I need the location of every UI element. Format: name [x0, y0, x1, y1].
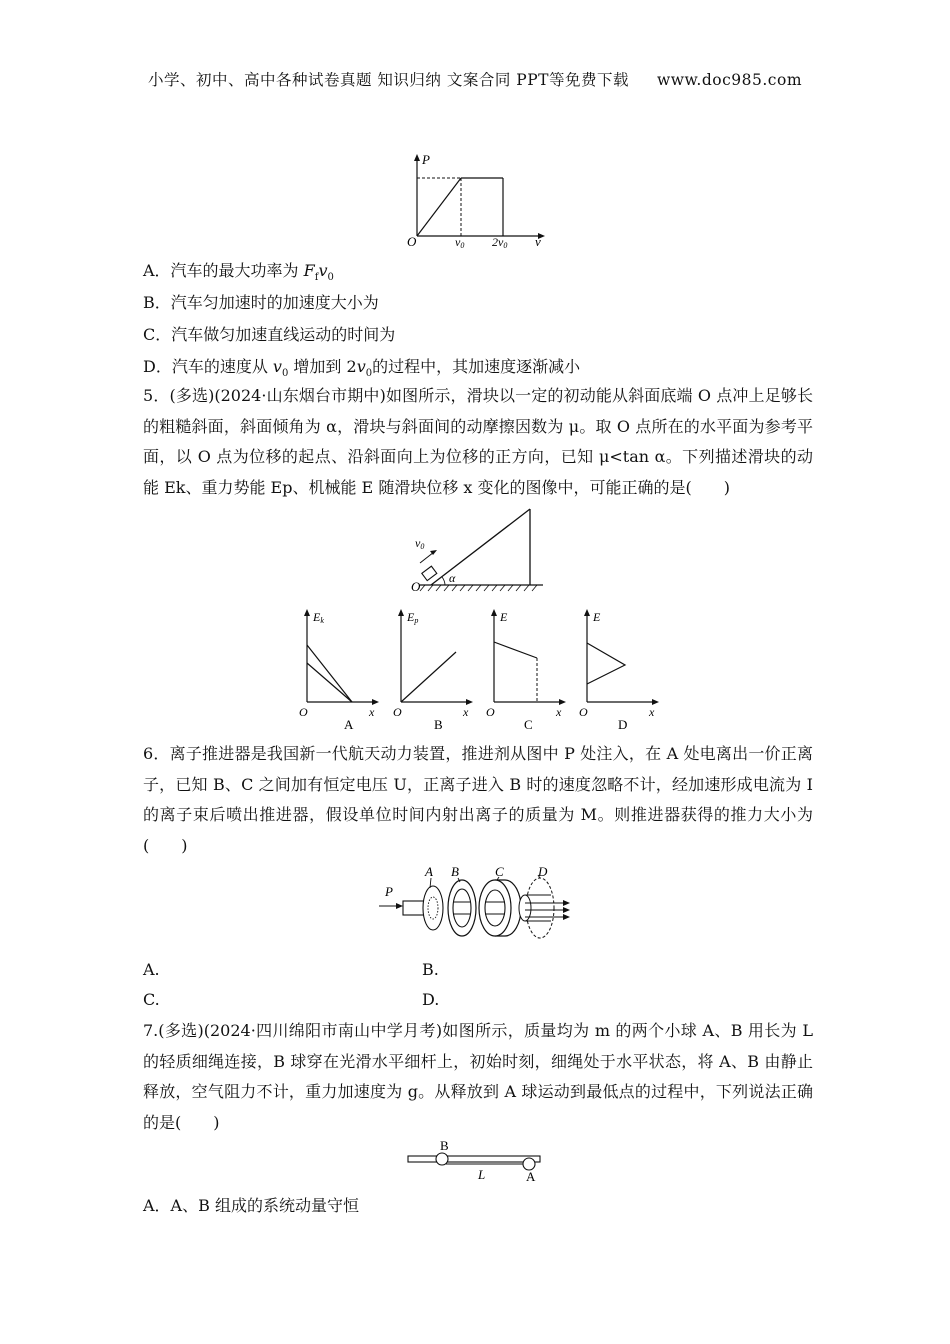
q6-option-d: D.: [422, 990, 440, 1009]
graph-b-y-label: E: [407, 610, 415, 624]
graph-d-origin: O: [579, 705, 588, 719]
p-axis-label: P: [422, 152, 430, 167]
v0-label-sub: 0: [420, 542, 425, 551]
q6-option-a: A.: [143, 960, 160, 979]
q6-option-b: B.: [422, 960, 439, 979]
tick-v0: v: [455, 235, 461, 249]
q7-stem: 7.(多选)(2024·四川绵阳市南山中学月考)如图所示，质量均为 m 的两个小球 A、B 用长为 L 的轻质细绳连接，B 球穿在光滑水平细杆上，初始时刻，细绳处于水平状态，将 A、B 由静止释放，空气阻力不计，重力加速度为 g。从释放到 A 球运动到最低点的过程中，下列说法正确的是( ): [143, 1021, 813, 1132]
svg-text:v0: [455, 235, 464, 250]
incline-origin-label: O: [411, 579, 421, 594]
q4-option-d: D．汽车的速度从 $v_0$ 增加到 $2v_0$的过程中，其加速度逐渐减小: [143, 357, 581, 380]
graph-b-origin: O: [393, 705, 402, 719]
incline-figure: [405, 505, 550, 597]
tick-2v0-sub: 0: [503, 241, 508, 250]
v-axis-label: v: [535, 234, 541, 249]
graph-c-x-label: x: [556, 705, 562, 719]
label-length-l: L: [478, 1167, 486, 1182]
label-b: B: [451, 864, 459, 879]
q6-option-c: C.: [143, 990, 160, 1009]
label-ball-b: B: [440, 1138, 449, 1153]
graph-d-letter: D: [618, 717, 628, 732]
graph-a-y-sub: k: [320, 616, 324, 625]
graph-a: [295, 605, 385, 735]
graph-a-x-label: x: [369, 705, 375, 719]
graph-b-y-sub: p: [414, 616, 419, 625]
graph-c-letter: C: [524, 717, 533, 732]
page-header: [0, 68, 950, 90]
p-v-graph: [395, 150, 555, 250]
graph-a-letter: A: [344, 717, 354, 732]
graph-d: [575, 605, 665, 735]
q4-option-a: A．汽车的最大功率为 $F_fv_0$: [143, 261, 334, 284]
graph-a-y-label: E: [313, 610, 321, 624]
rod-balls-figure: [400, 1136, 550, 1186]
label-c: C: [495, 864, 504, 879]
graph-c-origin: O: [486, 705, 495, 719]
label-p: P: [385, 884, 393, 899]
svg-text:E: [592, 610, 601, 624]
svg-text:Ep: [406, 610, 418, 625]
graph-b-x-label: x: [463, 705, 469, 719]
ion-thruster-figure: [375, 864, 585, 952]
q7-option-a: A．A、B 组成的系统动量守恒: [143, 1196, 359, 1215]
graph-d-y-label: E: [593, 610, 601, 624]
graph-a-origin: O: [299, 705, 308, 719]
graph-b-letter: B: [434, 717, 443, 732]
graph-b: [389, 605, 479, 735]
svg-text:Ek: [312, 610, 324, 625]
label-ball-a: A: [526, 1169, 536, 1184]
label-d: D: [538, 864, 548, 879]
label-a: A: [425, 864, 433, 879]
svg-text:2v0: [492, 235, 507, 250]
svg-text:E: [499, 610, 508, 624]
graph-c: [482, 605, 572, 735]
q6-stem: 6．离子推进器是我国新一代航天动力装置，推进剂从图中 P 处注入，在 A 处电离出一价正离子，已知 B、C 之间加有恒定电压 U，正离子进入 B 时的速度忽略不计，经加速形成电流为 I 的离子束后喷出推进器，假设单位时间内射出离子的质量为 M。则推进器获得的推力大小为( ): [143, 744, 813, 855]
svg-text:v0: [415, 536, 424, 551]
header-text: 小学、初中、高中各种试卷真题 知识归纳 文案合同 PPT等免费下载: [147, 71, 629, 89]
q4-option-b: B．汽车匀加速时的加速度大小为: [143, 293, 379, 312]
origin-label: O: [407, 234, 417, 249]
v0-label: v: [415, 536, 421, 550]
header-site: www.doc985.com: [656, 71, 803, 89]
angle-alpha-label: α: [449, 571, 456, 585]
tick-v0-sub: 0: [460, 241, 465, 250]
graph-d-x-label: x: [649, 705, 655, 719]
tick-2v0: 2v: [492, 235, 504, 249]
q5-stem: 5．(多选)(2024·山东烟台市期中)如图所示，滑块以一定的初动能从斜面底端 O 点冲上足够长的粗糙斜面，斜面倾角为 α，滑块与斜面间的动摩擦因数为 μ。取 O 点所在的水平面为参考平面，以 O 点为位移的起点、沿斜面向上为位移的正方向，已知 μ<tan α。下列描述滑块的动能 Ek、重力势能 Ep、机械能 E 随滑块位移 x 变化的图像中，可能正确的是( ): [143, 386, 813, 497]
q4-option-c: C．汽车做匀加速直线运动的时间为: [143, 325, 396, 344]
graph-c-y-label: E: [500, 610, 508, 624]
